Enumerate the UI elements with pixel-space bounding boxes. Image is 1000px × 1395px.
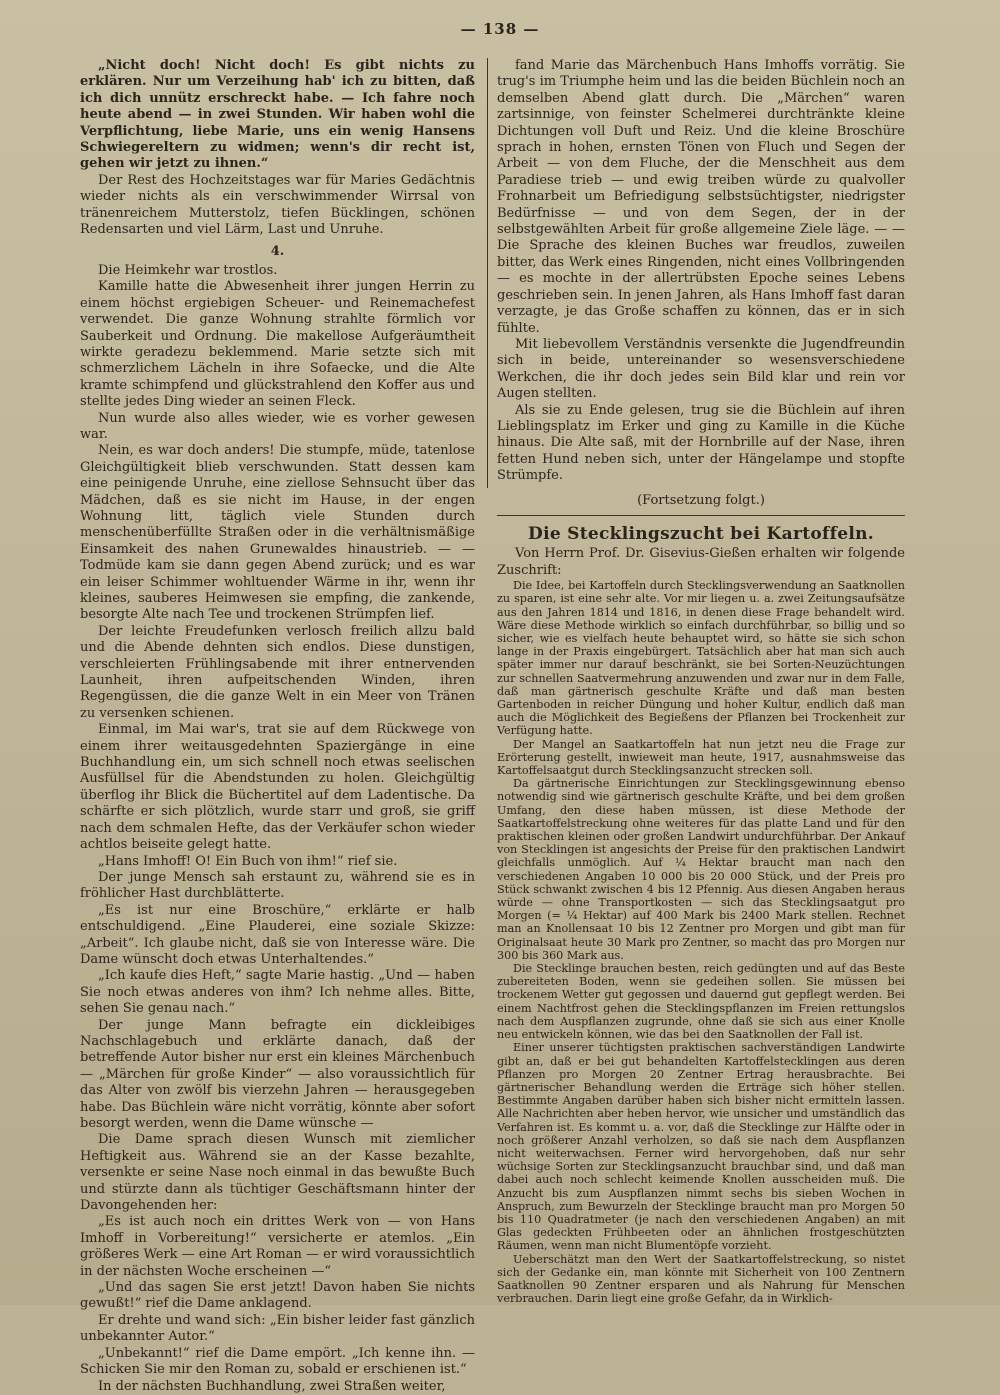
story-paragraph: Der junge Mensch sah erstaunt zu, während sie es in fröhlicher Hast durchblätterte. — [80, 869, 475, 902]
story-paragraph: In der nächsten Buchhandlung, zwei Straßen weiter, — [98, 1378, 446, 1394]
story-paragraph: Einmal, im Mai war's, trat sie auf dem Rückwege von einem ihrer weitausgedehnten Spaziergänge in eine Buchhandlung ein, um sich schnell noch etwas seelischen Ausfüllsel für die Abendstunden zu holen. Gleichgültig überflog ihr Blick die Büchertitel auf dem Ladentische. Da schärfte er sich plötzlich, wurde starr und groß, sie griff nach dem schmalen Hefte, das der Verkäufer schon wieder achtlos beiseite gelegt hatte. — [80, 722, 475, 853]
story-paragraph: Die Dame sprach diesen Wunsch mit ziemlicher Heftigkeit aus. Während sie an der Kasse bezahlte, versenkte er seine Nase noch einmal in das bewußte Buch und stürzte dann als tüchtiger Geschäftsmann hinter der Davongehenden her: — [80, 1132, 475, 1214]
story-paragraph: „Unbekannt!“ rief die Dame empört. „Ich kenne ihn. — Schicken Sie mir den Roman zu, sobald er erschienen ist.“ — [80, 1345, 475, 1378]
article-paragraph: Ueberschätzt man den Wert der Saatkartoffelstreckung, so nistet sich der Gedanke ein, man könnte mit Sicherheit von 100 Zentnern Saatknollen 90 Zentner ersparen und als Nahrung für Menschen verbrauchen. Darin liegt eine große Gefahr, da in Wirklich- — [497, 1252, 905, 1306]
story-paragraph: „Ich kaufe dies Heft,“ sagte Marie hastig. „Und — haben Sie noch etwas anderes von ihm? Ich nehme alles. Bitte, sehen Sie genau nach.“ — [80, 968, 475, 1017]
section-divider — [497, 515, 905, 516]
story-paragraph: Nein, es war doch anders! Die stumpfe, müde, tatenlose Gleichgültigkeit blieb verschwunden. Statt dessen kam eine peinigende Unruhe, eine ziellose Sehnsucht über das Mädchen, daß es sie nicht im Hause, in der engen Wohnung litt, täglich viele Stunden durch menschenüberfüllte Straßen oder in die verhältnismäßige Einsamkeit des nahen Grunewaldes hinaustrieb. — — Todmüde kam sie dann gegen Abend zurück; und es war ein leiser Schimmer wohltuender Wärme in ihr, wenn ihr kleines, sauberes Heimwesen sie empfing, die zankende, besorgte Alte nach Tee und trockenen Strümpfen lief. — [80, 443, 475, 623]
story-paragraph: Kamille hatte die Abwesenheit ihrer jungen Herrin zu einem höchst ergiebigen Scheuer- und Reinemachefest verwendet. Die ganze Wohnung strahlte förmlich vor Sauberkeit und Ordnung. Die makellose Aufgeräumtheit wirkte geradezu beklemmend. Marie setzte sich mit schmerzlichem Lächeln in ihre Sofaecke, und die Alte kramte schimpfend und glückstrahlend den Koffer aus und stellte jedes Ding wieder an seinen Fleck. — [80, 279, 475, 410]
article-title: Die Stecklingszucht bei Kartoffeln. — [528, 523, 874, 544]
column-divider — [487, 58, 488, 488]
article-intro: Von Herrn Prof. Dr. Gisevius-Gießen erhalten wir folgende Zuschrift: — [497, 546, 905, 578]
article-paragraph: Der Mangel an Saatkartoffeln hat nun jetzt neu die Frage zur Erörterung gestellt, inwieweit man heute, 1917, ausnahmsweise das Kartoffelsaatgut durch Stecklingsanzucht strecken soll. — [497, 737, 905, 778]
story-paragraph: Der junge Mann befragte ein dickleibiges Nachschlagebuch und erklärte danach, daß der betreffende Autor bisher nur erst ein kleines Märchenbuch — „Märchen für große Kinder“ — also voraussichtlich für das Alter von zwölf bis vierzehn Jahren — herausgegeben habe. Das Büchlein wäre nicht vorrätig, könnte aber sofort besorgt werden, wenn die Dame wünsche — — [80, 1017, 475, 1131]
story-paragraph: „Hans Imhoff! O! Ein Buch von ihm!“ rief sie. — [98, 853, 398, 869]
article-paragraph: Einer unserer tüchtigsten praktischen sachverständigen Landwirte gibt an, daß er bei gut behandelten Kartoffelstecklingen aus deren Pflanzen pro Morgen 20 Zentner Ertrag herausbrachte. Bei gärtnerischer Behandlung werden die Erträge sich höher stellen. Bestimmte Angaben darüber haben sich bisher nicht ermitteln lassen. Alle Nachrichten aber heben hervor, wie unsicher und umständlich das Verfahren ist. Es kommt u. a. vor, daß die Stecklinge zur Hälfte oder in noch größerer Anzahl verholzen, so daß sie nach dem Auspflanzen nicht weiterwachsen. Ferner wird hervorgehoben, daß nur sehr wüchsige Sorten zur Stecklingsanzucht brauchbar sind, und daß man dabei auch noch schlecht keimende Knollen ausscheiden muß. Die Anzucht bis zum Auspflanzen nimmt sechs bis sieben Wochen in Anspruch, zum Bewurzeln der Stecklinge braucht man pro Morgen 50 bis 110 Quadratmeter (je nach den verschiedenen Angaben) an mit Glas gedeckten Frühbeeten oder an ähnlichen frostgeschützten Räumen, wenn man nicht Blumentöpfe vorzieht. — [497, 1041, 905, 1253]
chapter-number: 4. — [270, 244, 285, 260]
article-paragraph: Die Idee, bei Kartoffeln durch Stecklingsverwendung an Saatknollen zu sparen, ist eine sehr alte. Vor mir liegen u. a. zwei Zeitungsaufsätze aus den Jahren 1814 und 1816, in denen diese Frage behandelt wird. Wäre diese Methode wirklich so einfach durchführbar, so billig und so sicher, wie es vielfach heute behauptet wird, so hätte sie sich schon lange in der Praxis eingebürgert. Tatsächlich aber hat man sich auch später immer nur darauf beschränkt, sie bei Sorten-Neuzüchtungen zur schnellen Saatvermehrung anzuwenden und zwar nur in dem Falle, daß man gärtnerisch geschulte Kräfte und daß man besten Gartenboden in reicher Düngung und hoher Kultur, endlich daß man auch die Möglichkeit des Begießens der Pflanzen bei Trockenheit zur Verfügung hatte. — [497, 579, 905, 738]
right-column — [497, 58, 905, 1306]
story-paragraph: „Es ist auch noch ein drittes Werk von — von Hans Imhoff in Vorbereitung!“ versicherte er atemlos. „Ein größeres Werk — eine Art Roman — er wird voraussichtlich in der nächsten Woche erscheinen —“ — [80, 1214, 475, 1279]
article-paragraph: Da gärtnerische Einrichtungen zur Stecklingsgewinnung ebenso notwendig sind wie gärtnerisch geschulte Kräfte, und bei dem großen Umfang, den diese haben müssen, ist diese Methode der Saatkartoffelstreckung ohne weiteres für das platte Land und für den praktischen kleinen oder großen Landwirt undurchführbar. Der Ankauf von Stecklingen ist angesichts der Preise für den praktischen Landwirt gleichfalls unmöglich. Auf ¼ Hektar braucht man nach den verschiedenen Angaben 10 000 bis 20 000 Stück, und der Preis pro Stück schwankt zwischen 4 bis 12 Pfennig. Aus diesen Angaben heraus würde — ohne Transportkosten — sich das Stecklingsaatgut pro Morgen (= ¼ Hektar) auf 400 Mark bis 2400 Mark stellen. Rechnet man an Knollensaat 10 bis 12 Zentner pro Morgen und gibt man für Originalsaat heute 30 Mark pro Zentner, so macht das pro Morgen nur 300 bis 360 Mark aus. — [497, 777, 905, 962]
article-paragraph: Die Stecklinge brauchen besten, reich gedüngten und auf das Beste zubereiteten Boden, wenn sie gedeihen sollen. Sie müssen bei trockenem Wetter gut gegossen und dauernd gut gepflegt werden. Bei einem Nachtfrost gehen die Stecklingspflanzen im Freien rettungslos nach dem Auspflanzen zugrunde, ohne daß sie sich aus einer Knolle neu entwickeln können, wie das bei den Saatknollen der Fall ist. — [497, 962, 905, 1042]
left-column — [80, 58, 475, 1394]
story-paragraph: Die Heimkehr war trostlos. — [98, 262, 278, 278]
story-paragraph: Der leichte Freudefunken verlosch freilich allzu bald und die Abende dehnten sich endlos. Diese dunstigen, verschleierten Frühlingsabende mit ihrer entnervenden Launheit, ihren aufpeitschenden Winden, ihren Regengüssen, die die ganze Welt in ein Meer von Tränen zu versenken schienen. — [80, 623, 475, 721]
story-paragraph: „Es ist nur eine Broschüre,“ erklärte er halb entschuldigend. „Eine Plauderei, eine soziale Skizze: „Arbeit“. Ich glaube nicht, daß sie von Interesse wäre. Die Dame wünscht doch etwas Unterhaltendes.“ — [80, 902, 475, 967]
story-paragraph: fand Marie das Märchenbuch Hans Imhoffs vorrätig. Sie trug's im Triumphe heim und las die beiden Büchlein noch an demselben Abend glatt durch. Die „Märchen“ waren zartsinnige, von feinster Schelmerei durchtränkte kleine Dichtungen voll Duft und Reiz. Und die kleine Broschüre sprach in hohen, ernsten Tönen von Fluch und Segen der Arbeit — von dem Fluche, der die Menschheit aus dem Paradiese trieb — und ewig treiben würde zu qualvoller Frohnarbeit um Befriedigung selbstsüchtigster, niedrigster Bedürfnisse — und von dem Segen, der in der selbstgewählten Arbeit für große allgemeine Ziele läge. — — Die Sprache des kleinen Buches war freudlos, zuweilen bitter, das Werk eines Ringenden, nicht eines Vollbringenden — es mochte in der allertrübsten Epoche seines Lebens geschrieben sein. In jenen Jahren, als Hans Imhoff fast daran verzagte, je das Große schaffen zu können, das er in sich fühlte. — [497, 58, 905, 336]
story-paragraph: Nun wurde also alles wieder, wie es vorher gewesen war. — [80, 410, 475, 442]
story-paragraph: Als sie zu Ende gelesen, trug sie die Büchlein auf ihren Lieblingsplatz im Erker und ging zu Kamille in die Küche hinaus. Die Alte saß, mit der Hornbrille auf der Nase, ihren fetten Hund neben sich, unter der Hängelampe und stopfte Strümpfe. — [497, 402, 905, 484]
story-paragraph: „Und das sagen Sie erst jetzt! Davon haben Sie nichts gewußt!“ rief die Dame anklagend. — [80, 1280, 475, 1312]
wedding-rest-paragraph: Der Rest des Hochzeitstages war für Maries Gedächtnis wieder nichts als ein verschwimmender Wirrsal von tränenreichem Mutterstolz, tiefen Bücklingen, schönen Redensarten und viel Lärm, Last und Unruhe. — [80, 172, 475, 238]
opening-paragraph: „Nicht doch! Nicht doch! Es gibt nichts zu erklären. Nur um Verzeihung hab' ich zu bitten, daß ich dich unnütz erschreckt habe. — Ich fahre noch heute abend — in zwei Stunden. Wir haben wohl die Verpflichtung, liebe Marie, uns ein wenig Hansens Schwiegereltern zu widmen; wenn's dir recht ist, gehen wir jetzt zu ihnen.“ — [80, 58, 475, 172]
continuation-note: (Fortsetzung folgt.) — [637, 492, 765, 508]
article-body — [497, 579, 905, 1305]
story-paragraph: Mit liebevollem Verständnis versenkte die Jugendfreundin sich in beide, untereinander so wesensverschiedene Werkchen, die ihr doch jedes sein Bild klar und rein vor Augen stellten. — [497, 336, 905, 402]
page-number: — 138 — — [460, 20, 540, 38]
story-paragraph: Er drehte und wand sich: „Ein bisher leider fast gänzlich unbekannter Autor.“ — [80, 1312, 475, 1345]
